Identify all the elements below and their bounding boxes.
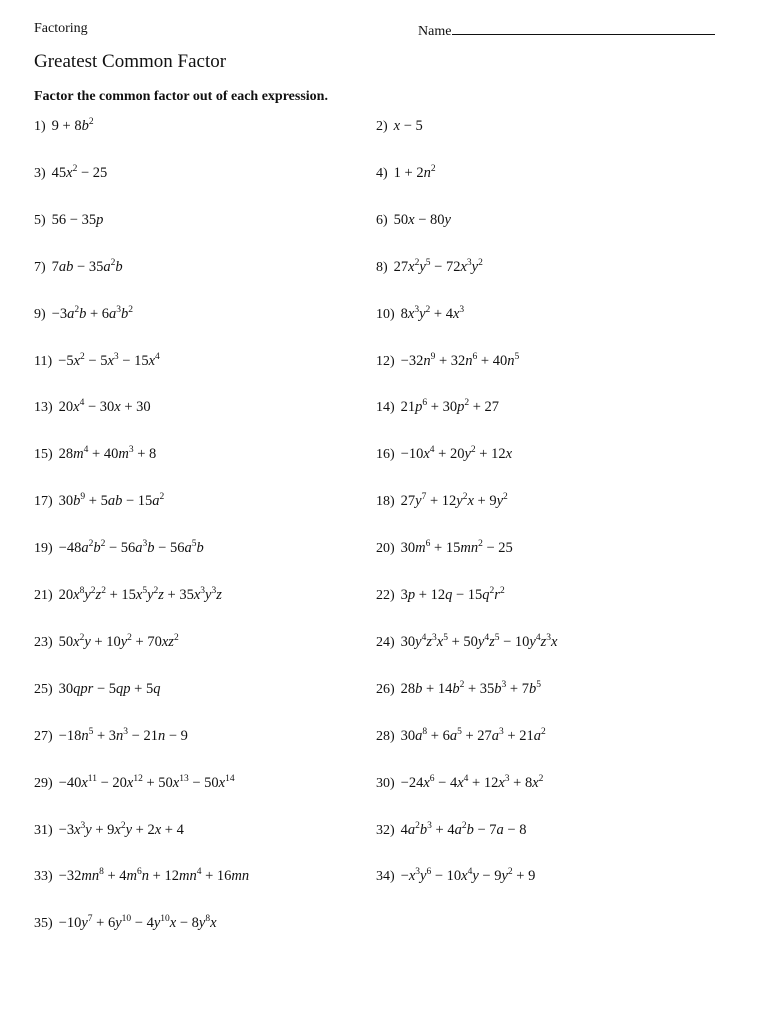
problem-item — [376, 775, 543, 792]
problem-number: 11) — [34, 353, 53, 369]
problem-number: 25) — [34, 681, 53, 697]
problem-expression: $30b^9 + 5ab - 15a^2$ — [58, 492, 165, 510]
problem-item — [34, 681, 160, 698]
problem-item — [34, 540, 204, 557]
problem-expression: $-3x^3y + 9x^2y + 2x + 4$ — [58, 820, 184, 838]
problem-number: 29) — [34, 775, 53, 791]
problem-item — [34, 587, 222, 604]
problem-item — [34, 353, 160, 370]
problem-item — [376, 353, 519, 370]
problem-item — [376, 728, 546, 745]
problem-number: 13) — [34, 400, 53, 416]
problem-number: 28) — [376, 728, 395, 744]
name-blank-line[interactable] — [452, 21, 715, 35]
problem-number: 19) — [34, 541, 53, 557]
problem-number: 2) — [376, 119, 388, 134]
problem-number: 27) — [34, 728, 53, 744]
problem-number: 5) — [34, 212, 46, 228]
problem-expression: 50x − 80y — [393, 211, 451, 228]
problem-expression: $-3a^2b + 6a^3b^2$ — [51, 304, 134, 322]
problem-expression: $-x^3y^6 - 10x^4y - 9y^2 + 9$ — [400, 867, 536, 885]
problem-item — [376, 540, 513, 557]
problem-expression: $28b + 14b^2 + 35b^3 + 7b^5$ — [400, 679, 541, 697]
problem-expression: $28m^4 + 40m^3 + 8$ — [58, 445, 157, 463]
problem-number: 7) — [34, 259, 46, 275]
problem-expression: 56 − 35p — [51, 211, 104, 228]
problem-item — [34, 493, 164, 510]
problem-number: 1) — [34, 119, 46, 134]
problem-expression: 30qpr − 5qp + 5q — [58, 680, 161, 697]
instructions: Factor the common factor out of each expression. — [34, 89, 328, 104]
problem-item — [376, 634, 557, 651]
problem-expression: $21p^6 + 30p^2 + 27$ — [400, 398, 500, 416]
problem-number: 33) — [34, 869, 53, 885]
problem-number: 15) — [34, 447, 53, 463]
problem-item — [376, 493, 508, 510]
problem-number: 22) — [376, 588, 395, 603]
problem-item — [34, 915, 217, 932]
problem-number: 31) — [34, 822, 53, 838]
problem-expression: $30y^4z^3x^5 + 50y^4z^5 - 10y^4z^3x$ — [400, 632, 558, 650]
problem-expression: $-10y^7 + 6y^{10} - 4y^{10}x - 8y^8x$ — [58, 914, 217, 932]
problem-expression: $27x^2y^5 - 72x^3y^2$ — [393, 257, 483, 275]
problem-expression: $-18n^5 + 3n^3 - 21n - 9$ — [58, 726, 188, 744]
subject-label: Factoring — [34, 21, 88, 36]
problem-expression: $3p + 12q - 15q^2r^2$ — [400, 586, 505, 603]
problem-item — [376, 681, 541, 698]
problem-expression: $-10x^4 + 20y^2 + 12x$ — [400, 445, 513, 463]
problem-expression: x − 5 — [393, 118, 423, 134]
problem-number: 26) — [376, 681, 395, 697]
problem-expression: $7ab - 35a^2b$ — [51, 257, 123, 275]
problem-expression: $8x^3y^2 + 4x^3$ — [400, 304, 465, 322]
problem-number: 34) — [376, 869, 395, 885]
problem-expression: $50x^2y + 10y^2 + 70xz^2$ — [58, 632, 179, 650]
problem-expression: $20x^8y^2z^2 + 15x^5y^2z + 35x^3y^3z$ — [58, 586, 222, 603]
problem-item — [34, 822, 184, 839]
problem-item — [376, 446, 512, 463]
problem-item — [34, 212, 103, 229]
problem-expression: $-32n^9 + 32n^6 + 40n^5$ — [400, 351, 520, 369]
problem-item — [34, 728, 188, 745]
problem-item — [34, 868, 249, 885]
problem-number: 16) — [376, 447, 395, 463]
problem-expression: $1 + 2n^2$ — [393, 163, 436, 181]
problem-number: 17) — [34, 494, 53, 510]
problem-expression: $45x^2 - 25$ — [51, 163, 108, 181]
problem-expression: $4a^2b^3 + 4a^2b - 7a - 8$ — [400, 820, 527, 838]
problem-number: 8) — [376, 259, 388, 275]
problem-item — [376, 822, 526, 839]
problem-expression: $9 + 8b^2$ — [51, 117, 94, 134]
problem-item — [34, 259, 123, 276]
problem-number: 12) — [376, 353, 395, 369]
problem-number: 21) — [34, 588, 53, 603]
problem-expression: $-48a^2b^2 - 56a^3b - 56a^5b$ — [58, 539, 204, 557]
problem-number: 23) — [34, 634, 53, 650]
problem-item — [34, 165, 107, 182]
problem-item — [34, 306, 133, 323]
problem-expression: $27y^7 + 12y^2x + 9y^2$ — [400, 492, 508, 510]
problem-number: 30) — [376, 775, 395, 791]
problem-expression: $-40x^{11} - 20x^{12} + 50x^{13} - 50x^{14}$ — [58, 773, 235, 791]
problem-item — [376, 212, 451, 229]
problem-item — [376, 587, 505, 604]
problem-number: 6) — [376, 212, 388, 228]
problem-number: 20) — [376, 541, 395, 557]
problem-number: 18) — [376, 494, 395, 510]
problem-number: 14) — [376, 400, 395, 416]
problem-item — [376, 165, 436, 182]
problem-item — [376, 399, 499, 416]
problem-item — [376, 259, 483, 276]
problem-expression: $-5x^2 - 5x^3 - 15x^4$ — [58, 351, 160, 369]
problem-expression: $30a^8 + 6a^5 + 27a^3 + 21a^2$ — [400, 726, 546, 744]
problem-number: 24) — [376, 634, 395, 650]
problem-item — [34, 118, 94, 135]
problem-item — [376, 306, 464, 323]
problem-expression: $30m^6 + 15mn^2 - 25$ — [400, 539, 513, 557]
name-field — [418, 21, 715, 40]
problem-number: 3) — [34, 165, 46, 181]
problem-item — [34, 634, 179, 651]
problem-item — [34, 775, 235, 792]
problem-expression: $-32mn^8 + 4m^6n + 12mn^4 + 16mn$ — [58, 867, 250, 885]
problem-number: 4) — [376, 165, 388, 181]
name-label: Name — [418, 24, 452, 39]
problem-number: 10) — [376, 306, 395, 322]
problem-number: 32) — [376, 822, 395, 838]
problem-expression: $-24x^6 - 4x^4 + 12x^3 + 8x^2$ — [400, 773, 544, 791]
problem-item — [376, 118, 423, 135]
problem-item — [34, 399, 151, 416]
problem-expression: $20x^4 - 30x + 30$ — [58, 398, 151, 416]
problem-item — [376, 868, 535, 885]
problem-number: 35) — [34, 916, 53, 932]
page-title: Greatest Common Factor — [34, 51, 227, 72]
problem-number: 9) — [34, 306, 46, 322]
problem-item — [34, 446, 156, 463]
